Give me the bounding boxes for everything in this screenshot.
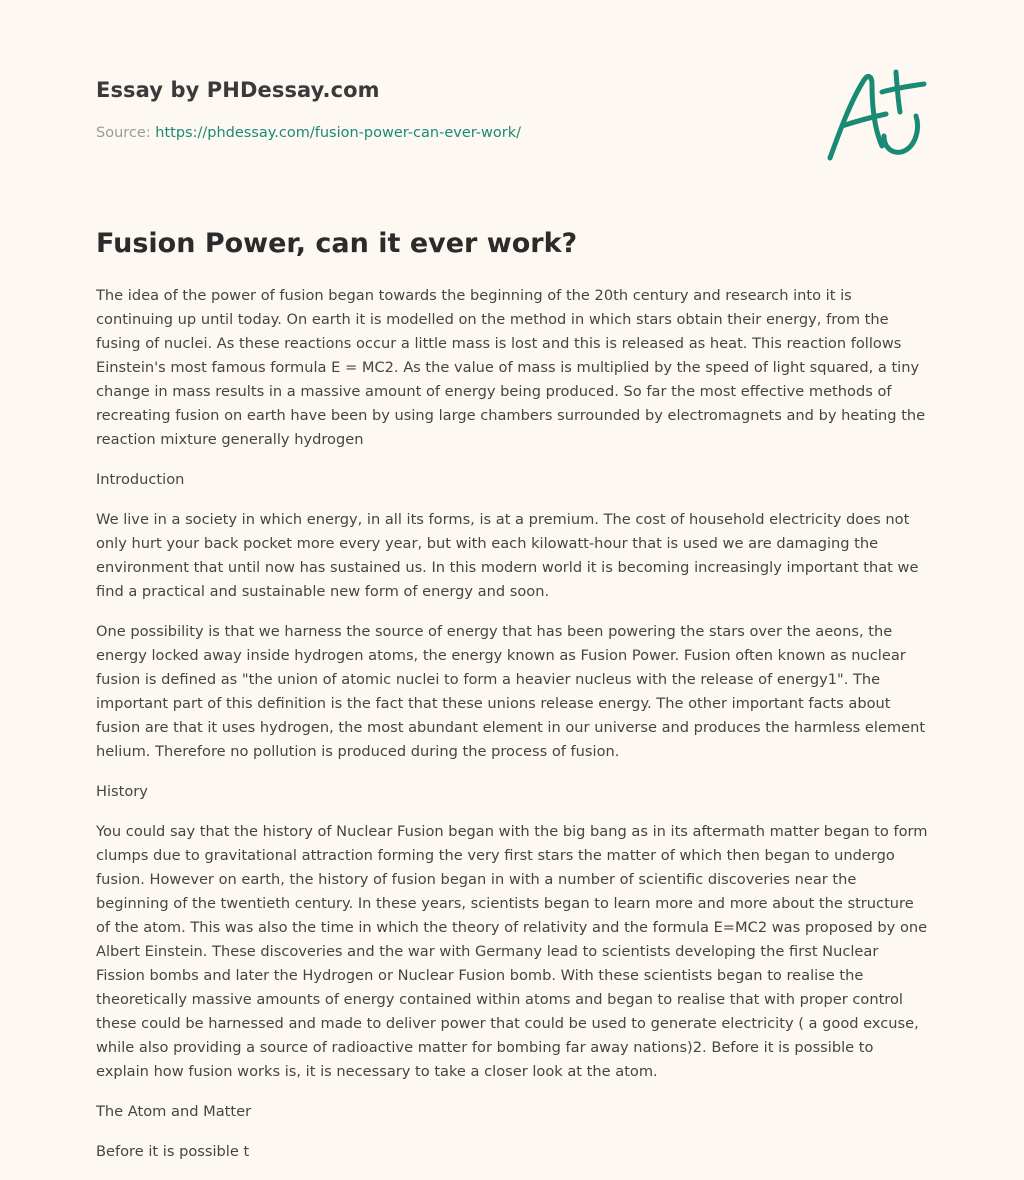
source-line (96, 125, 521, 141)
section-heading-atom-and-matter: The Atom and Matter (96, 1103, 252, 1120)
source-label: Source: (96, 125, 151, 141)
essay-paragraph: The idea of the power of fusion began towards the beginning of the 20th century and research into it is continuing up until today. On earth it is modelled on the method in which stars obtain their energy, from the fusing of nuclei. As these reactions occur a little mass is lost and this is released as heat. This reaction follows Einstein's most famous formula E = MC2. As the value of mass is multiplied by the speed of light squared, a tiny change in mass results in a massive amount of energy being produced. So far the most effective methods of recreating fusion on earth have been by using large chambers surrounded by electromagnets and by heating the reaction mixture generally hydrogen (96, 287, 926, 448)
page-header (96, 0, 928, 200)
site-brand: Essay by PHDessay.com (96, 78, 380, 102)
essay-paragraph-truncated: Before it is possible t (96, 1143, 250, 1160)
essay-page (96, 0, 928, 1160)
essay-title: Fusion Power, can it ever work? (96, 228, 578, 259)
essay-body (96, 284, 928, 1180)
essay-paragraph: One possibility is that we harness the source of energy that has been powering the stars over the aeons, the energy locked away inside hydrogen atoms, the energy known as Fusion Power. Fusion often known as nuclear fusion is defined as "the union of atomic nuclei to form a heavier nucleus with the release of energy1". The important part of this definition is the fact that these unions release energy. The other important facts about fusion are that it uses hydrogen, the most abundant element in our universe and produces the harmless element helium. Therefore no pollution is produced during the process of fusion. (96, 623, 926, 760)
essay-paragraph: We live in a society in which energy, in all its forms, is at a premium. The cost of household electricity does not only hurt your back pocket more every year, but with each kilowatt-hour that is used we are damaging the environment that until now has sustained us. In this modern world it is becoming increasingly important that we find a practical and sustainable new form of energy and soon. (96, 511, 919, 600)
a-plus-logo-icon (824, 66, 928, 166)
section-heading-history: History (96, 783, 148, 800)
source-link[interactable]: https://phdessay.com/fusion-power-can-ever-work/ (155, 125, 521, 141)
essay-paragraph: You could say that the history of Nuclear Fusion began with the big bang as in its aftermath matter began to form clumps due to gravitational attraction forming the very first stars the matter of which then began to undergo fusion. However on earth, the history of fusion began in with a number of scientific discoveries near the beginning of the twentieth century. In these years, scientists began to learn more and more about the structure of the atom. This was also the time in which the theory of relativity and the formula E=MC2 was proposed by one Albert Einstein. These discoveries and the war with Germany lead to scientists developing the first Nuclear Fission bombs and later the Hydrogen or Nuclear Fusion bomb. With these scientists began to realise the theoretically massive amounts of energy contained within atoms and began to realise that with proper control these could be harnessed and made to deliver power that could be used to generate electricity ( a good excuse, while also providing a source of radioactive matter for bombing far away nations)2. Before it is possible to explain how fusion works is, it is necessary to take a closer look at the atom. (96, 823, 928, 1080)
section-heading-introduction: Introduction (96, 471, 185, 488)
